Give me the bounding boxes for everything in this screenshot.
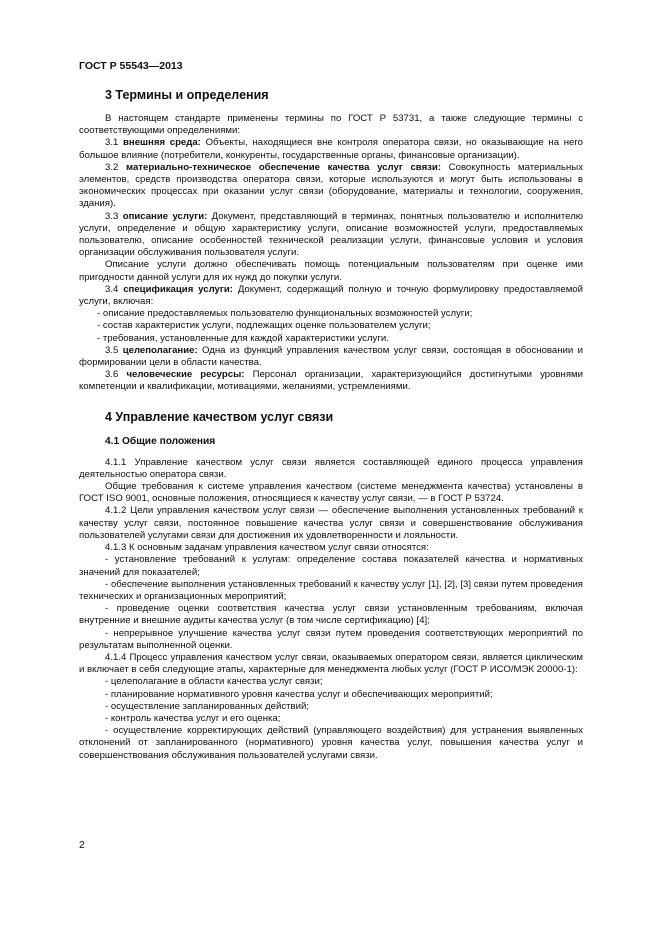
term-3-1 [79,137,583,161]
term-number: 3.3 [105,210,123,222]
term-title: целеполагание: [122,344,198,356]
paragraph-4-1-3: 4.1.3 К основным задачам управления качеством услуг связи относятся: [105,542,429,554]
list-item: - обеспечение выполнения установленных требований к качеству услуг [1], [2], [3] связи путем проведения технических и организационных мероприятий; [79,578,583,602]
list-item: - проведение оценки соответствия качества услуг связи установленным требованиям, включая внутренние и внешние аудиты качества услуг (в том числе сертификацию) [4]; [79,603,583,627]
section-4-heading: 4 Управление качеством услуг связи [105,409,334,424]
term-title: описание услуги: [122,210,208,222]
paragraph-4-1-1-b: Общие требования к системе управления качеством (системе менеджмента качества) установлены в ГОСТ ISO 9001, основные положения, относящиеся к качеству услуг связи, — в ГОСТ Р 53724. [79,481,583,505]
document-code: ГОСТ Р 55543—2013 [79,60,183,72]
list-item: - описание предоставляемых пользователю функциональных возможностей услуги; [97,308,473,320]
paragraph-4-1-2: 4.1.2 Цели управления качеством услуг связи — обеспечение выполнения установленных требований к качеству услуг связи, постоянное повышение качества услуг связи и совершенствование обслуживания пользователей услугами связи для достижения их удовлетворенности и лояльности. [79,505,583,541]
term-number: 3.1 [105,137,124,149]
list-item: - осуществление корректирующих действий (управляющего воздействия) для устранения выявленных отклонений от запланированного (нормативного) уровня качества услуг, повышения качества услуг и совершенствования обслуживания пользователей услугами связи. [79,725,583,761]
term-definition: Документ, содержащий полную и точную формулировку предоставляемой услуги, включая: [79,283,583,308]
term-3-6 [79,369,583,393]
subsection-4-1-heading: 4.1 Общие положения [105,435,216,447]
term-number: 3.6 [105,369,127,381]
term-definition: Персонал организации, характеризующийся достигнутыми уровнями компетенции и квалификации, мотивациями, желаниями, устремлениями. [79,369,583,393]
term-3-3-note: Описание услуги должно обеспечивать помощь потенциальным пользователям при оценке ими пригодности данной услуги для их нужд до покупки услуги. [79,259,583,283]
term-number: 3.2 [105,161,126,173]
term-3-2 [79,162,583,211]
section-3-heading: 3 Термины и определения [105,88,269,102]
paragraph-4-1-1: 4.1.1 Управление качеством услуг связи является составляющей единого процесса управления деятельностью оператора связи. [79,456,583,480]
term-definition: Одна из функций управления качеством услуг связи, состоящая в обосновании и формировании цели в области качества. [79,344,583,369]
term-title: внешняя среда: [123,137,201,149]
list-item: - установление требований к услугам: определение состава показателей качества и нормативных значений для показателей; [79,554,583,578]
term-title: человеческие ресурсы: [126,369,245,381]
list-item: - непрерывное улучшение качества услуг связи путем проведения соответствующих мероприятий по результатам выполненной оценки. [79,627,583,651]
list-item: - контроль качества услуг и его оценка; [105,712,281,724]
term-3-5 [79,345,583,369]
term-3-4 [79,284,583,308]
page-number: 2 [79,839,85,851]
term-title: спецификация услуги: [123,283,233,295]
term-number: 3.5 [105,344,123,356]
list-item: - целеполагание в области качества услуг связи; [105,676,323,688]
list-item: - осуществление запланированных действий; [105,700,310,712]
list-item: - состав характеристик услуги, подлежащих оценке пользователем услуги; [97,320,431,332]
term-definition: Совокупность материальных элементов, средств производства оператора связи, которые используются и могут быть использованы в экономических процессах при оказании услуг связи (оборудование, материалы и технологии, сооружения, здания). [79,161,583,210]
term-number: 3.4 [105,283,124,295]
section-3-intro: В настоящем стандарте применены термины по ГОСТ Р 53731, а также следующие термины с соответствующими определениями: [79,113,583,137]
paragraph-4-1-4: 4.1.4 Процесс управления качеством услуг связи, оказываемых оператором связи, является циклическим и включает в себя следующие этапы, характерные для менеджмента любых услуг (ГОСТ Р ИСО/МЭК 20000-1): [79,651,583,676]
term-3-3 [79,211,583,260]
term-definition: Объекты, находящиеся вне контроля оператора связи, но оказывающие на него большое влияние (потребители, конкуренты, государственные органы, финансовые организации). [79,137,583,161]
term-title: материально-техническое обеспечение качества услуг связи: [125,161,442,173]
list-item: - требования, установленные для каждой характеристики услуги. [97,332,389,344]
list-item: - планирование нормативного уровня качества услуг и обеспечивающих мероприятий; [105,688,493,700]
term-definition: Документ, представляющий в терминах, понятных пользователю и исполнителю услуги, определение и общую характеристику услуги, описание возможностей услуги, предоставляемых пользователю, описание особенностей технической реализации услуги, финансовые условия и условия организации обслуживания пользователя услуги. [79,210,583,259]
page-content [79,88,583,762]
